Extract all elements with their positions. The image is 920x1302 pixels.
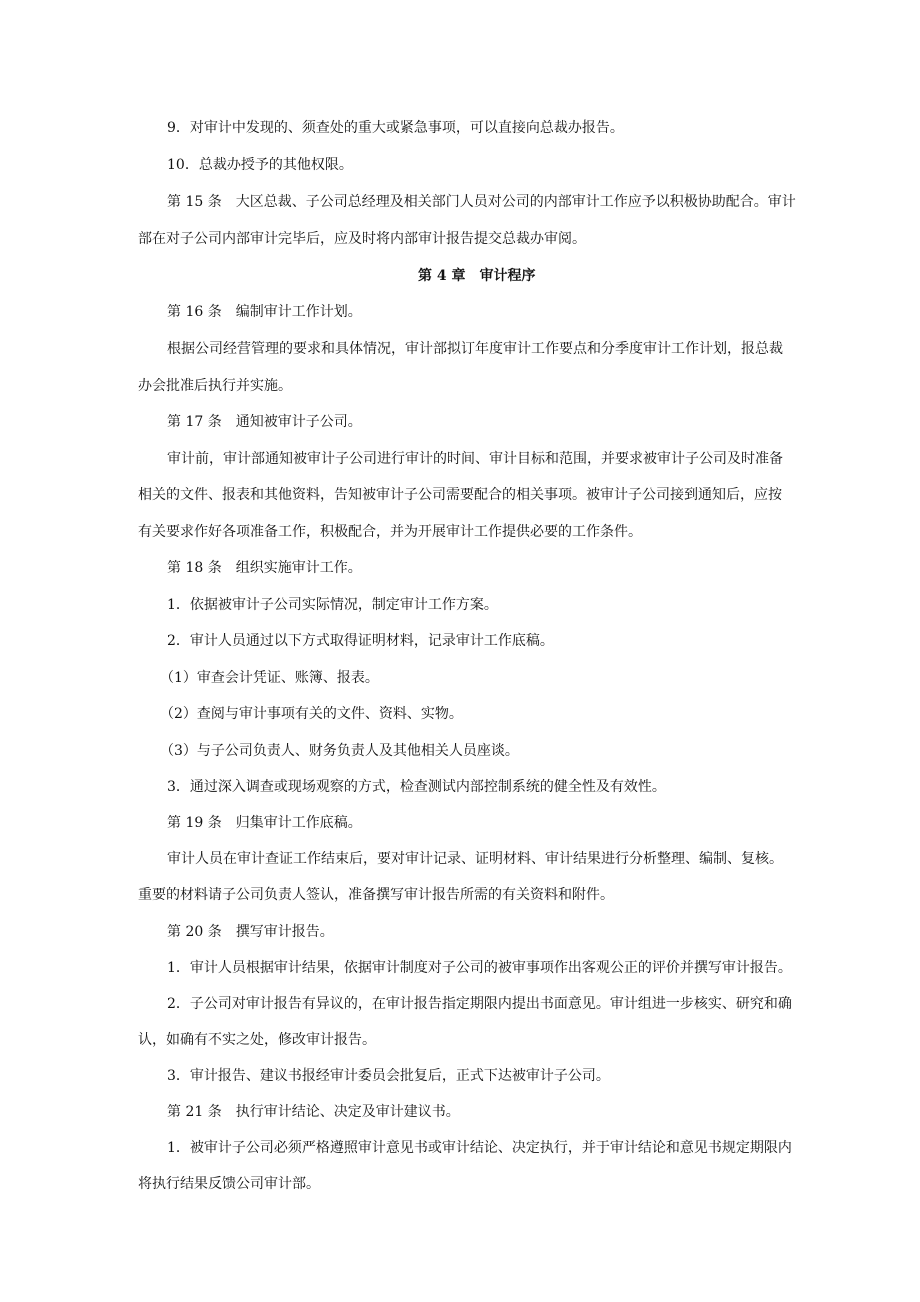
article-17-paragraph-line-1: 审计前，审计部通知被审计子公司进行审计的时间、审计目标和范围，并要求被审计子公司及时准备	[167, 451, 783, 467]
article-18-item-2-sub-2: （2）查阅与审计事项有关的文件、资料、实物。	[160, 706, 463, 722]
article-18-item-2-sub-1: （1）审查会计凭证、账簿、报表。	[160, 670, 379, 686]
article-15-line-1: 第 15 条 大区总裁、子公司总经理及相关部门人员对公司的内部审计工作应予以积极协助配合。审计	[167, 194, 796, 210]
article-15-line-2: 部在对子公司内部审计完毕后，应及时将内部审计报告提交总裁办审阅。	[138, 231, 586, 247]
article-18-item-1: 1．依据被审计子公司实际情况，制定审计工作方案。	[167, 597, 498, 613]
article-18-item-2: 2．审计人员通过以下方式取得证明材料，记录审计工作底稿。	[167, 633, 554, 649]
article-18-item-3: 3．通过深入调查或现场观察的方式，检查测试内部控制系统的健全性及有效性。	[167, 779, 666, 795]
article-19-title: 第 19 条 归集审计工作底稿。	[167, 815, 362, 831]
article-21-title: 第 21 条 执行审计结论、决定及审计建议书。	[167, 1104, 460, 1120]
article-17-paragraph-line-3: 有关要求作好各项准备工作，积极配合，并为开展审计工作提供必要的工作条件。	[138, 524, 642, 540]
article-17-paragraph-line-2: 相关的文件、报表和其他资料，告知被审计子公司需要配合的相关事项。被审计子公司接到通知后，应按	[138, 487, 782, 503]
article-20-item-2-line-2: 认，如确有不实之处，修改审计报告。	[138, 1032, 376, 1048]
article-16-title: 第 16 条 编制审计工作计划。	[167, 304, 362, 320]
article-17-title: 第 17 条 通知被审计子公司。	[167, 414, 362, 430]
article-16-paragraph-line-2: 办会批准后执行并实施。	[138, 378, 292, 394]
article-20-title: 第 20 条 撰写审计报告。	[167, 924, 334, 940]
article-20-item-2-line-1: 2．子公司对审计报告有异议的，在审计报告指定期限内提出书面意见。审计组进一步核实、研究和确	[167, 996, 792, 1012]
article-19-paragraph-line-1: 审计人员在审计查证工作结束后，要对审计记录、证明材料、审计结果进行分析整理、编制、复核。	[167, 851, 783, 867]
item-9: 9．对审计中发现的、须查处的重大或紧急事项，可以直接向总裁办报告。	[167, 120, 624, 136]
article-18-item-2-sub-3: （3）与子公司负责人、财务负责人及其他相关人员座谈。	[160, 743, 519, 759]
chapter-4-heading: 第 4 章 审计程序	[418, 268, 536, 284]
article-16-paragraph-line-1: 根据公司经营管理的要求和具体情况，审计部拟订年度审计工作要点和分季度审计工作计划，报总裁	[167, 341, 783, 357]
item-10: 10．总裁办授予的其他权限。	[167, 157, 353, 173]
article-21-item-1-line-1: 1．被审计子公司必须严格遵照审计意见书或审计结论、决定执行，并于审计结论和意见书规定期限内	[167, 1140, 792, 1156]
article-20-item-1: 1．审计人员根据审计结果，依据审计制度对子公司的被审事项作出客观公正的评价并撰写审计报告。	[167, 960, 792, 976]
article-20-item-3: 3．审计报告、建议书报经审计委员会批复后，正式下达被审计子公司。	[167, 1068, 610, 1084]
article-18-title: 第 18 条 组织实施审计工作。	[167, 560, 362, 576]
article-19-paragraph-line-2: 重要的材料请子公司负责人签认，准备撰写审计报告所需的有关资料和附件。	[138, 887, 614, 903]
article-21-item-1-line-2: 将执行结果反馈公司审计部。	[138, 1176, 320, 1192]
